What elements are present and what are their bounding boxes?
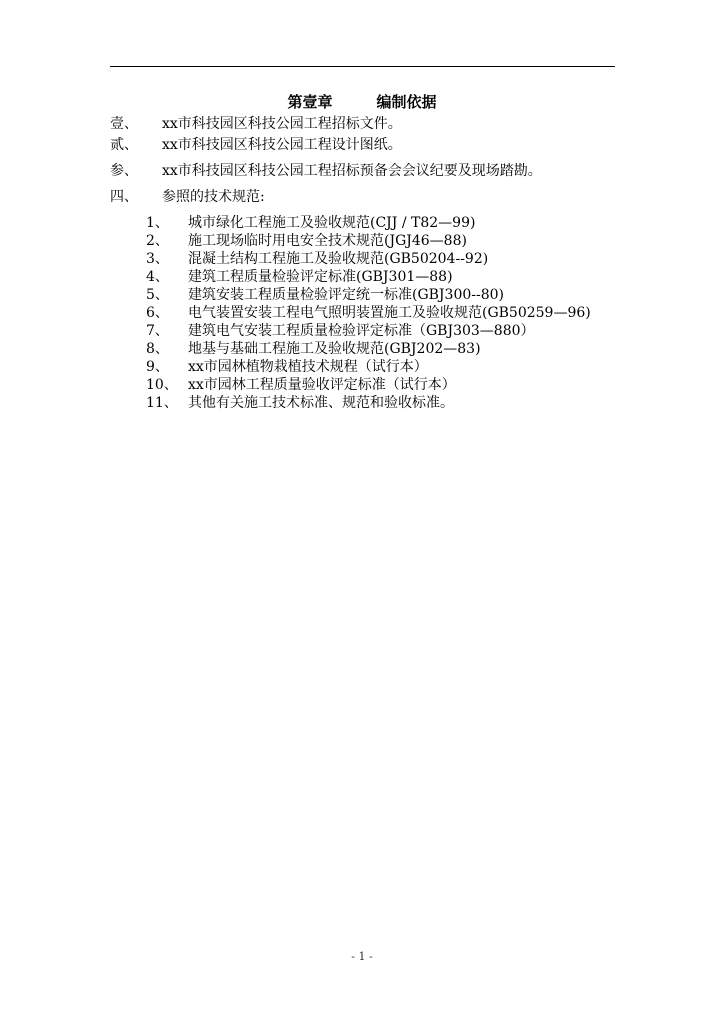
list-item-text: xx市园林植物栽植技术规程（试行本） [188, 359, 428, 375]
section-number: 四、 [110, 189, 138, 205]
list-item [146, 322, 616, 340]
list-item-text: xx市园林工程质量验收评定标准（试行本） [188, 377, 456, 393]
list-item-number: 6、 [146, 305, 169, 321]
list-item-number: 4、 [146, 269, 169, 285]
list-item-text: 施工现场临时用电安全技术规范(JGJ46—88) [188, 233, 467, 249]
list-item [146, 376, 616, 394]
section-item [110, 188, 265, 206]
chapter-heading: 编制依据 [376, 93, 437, 111]
list-item-text: 建筑工程质量检验评定标准(GBJ301—88) [188, 269, 453, 285]
list-item-number: 7、 [146, 323, 169, 339]
section-text: xx市科技园区科技公园工程设计图纸。 [162, 137, 402, 153]
list-item-number: 11、 [146, 395, 178, 411]
section-number: 参、 [110, 163, 138, 179]
list-item [146, 286, 616, 304]
section-text: xx市科技园区科技公园工程招标文件。 [162, 116, 402, 132]
chapter-title [0, 92, 724, 112]
list-item [146, 268, 616, 286]
list-item-text: 电气装置安装工程电气照明装置施工及验收规范(GB50259—96) [188, 305, 591, 321]
chapter-number: 第壹章 [287, 93, 333, 111]
section-number: 贰、 [110, 137, 138, 153]
list-item-number: 2、 [146, 233, 169, 249]
page-number: - 1 - [351, 950, 373, 963]
list-item-text: 地基与基础工程施工及验收规范(GBJ202—83) [188, 341, 481, 357]
list-item-number: 1、 [146, 215, 169, 231]
header-rule [110, 66, 615, 67]
section-number: 壹、 [110, 116, 138, 132]
list-item [146, 394, 616, 412]
list-item [146, 250, 616, 268]
list-item-number: 3、 [146, 251, 169, 267]
section-text: xx市科技园区科技公园工程招标预备会会议纪要及现场踏勘。 [162, 163, 542, 179]
section-item [110, 115, 402, 133]
list-item [146, 304, 616, 322]
section-item [110, 162, 542, 180]
list-item-number: 10、 [146, 377, 178, 393]
list-item-text: 其他有关施工技术标准、规范和验收标准。 [188, 395, 454, 411]
list-item [146, 340, 616, 358]
section-item [110, 136, 402, 154]
list-item-number: 9、 [146, 359, 169, 375]
list-item-number: 8、 [146, 341, 169, 357]
standards-list [146, 214, 616, 412]
list-item-text: 混凝土结构工程施工及验收规范(GB50204--92) [188, 251, 489, 267]
list-item-text: 城市绿化工程施工及验收规范(CJJ / T82—99) [188, 215, 476, 231]
list-item-text: 建筑安装工程质量检验评定统一标准(GBJ300--80) [188, 287, 505, 303]
list-item [146, 232, 616, 250]
list-item-number: 5、 [146, 287, 169, 303]
list-item [146, 214, 616, 232]
list-item-text: 建筑电气安装工程质量检验评定标准（GBJ303—880） [188, 323, 535, 339]
list-item [146, 358, 616, 376]
section-text: 参照的技术规范: [162, 189, 265, 205]
